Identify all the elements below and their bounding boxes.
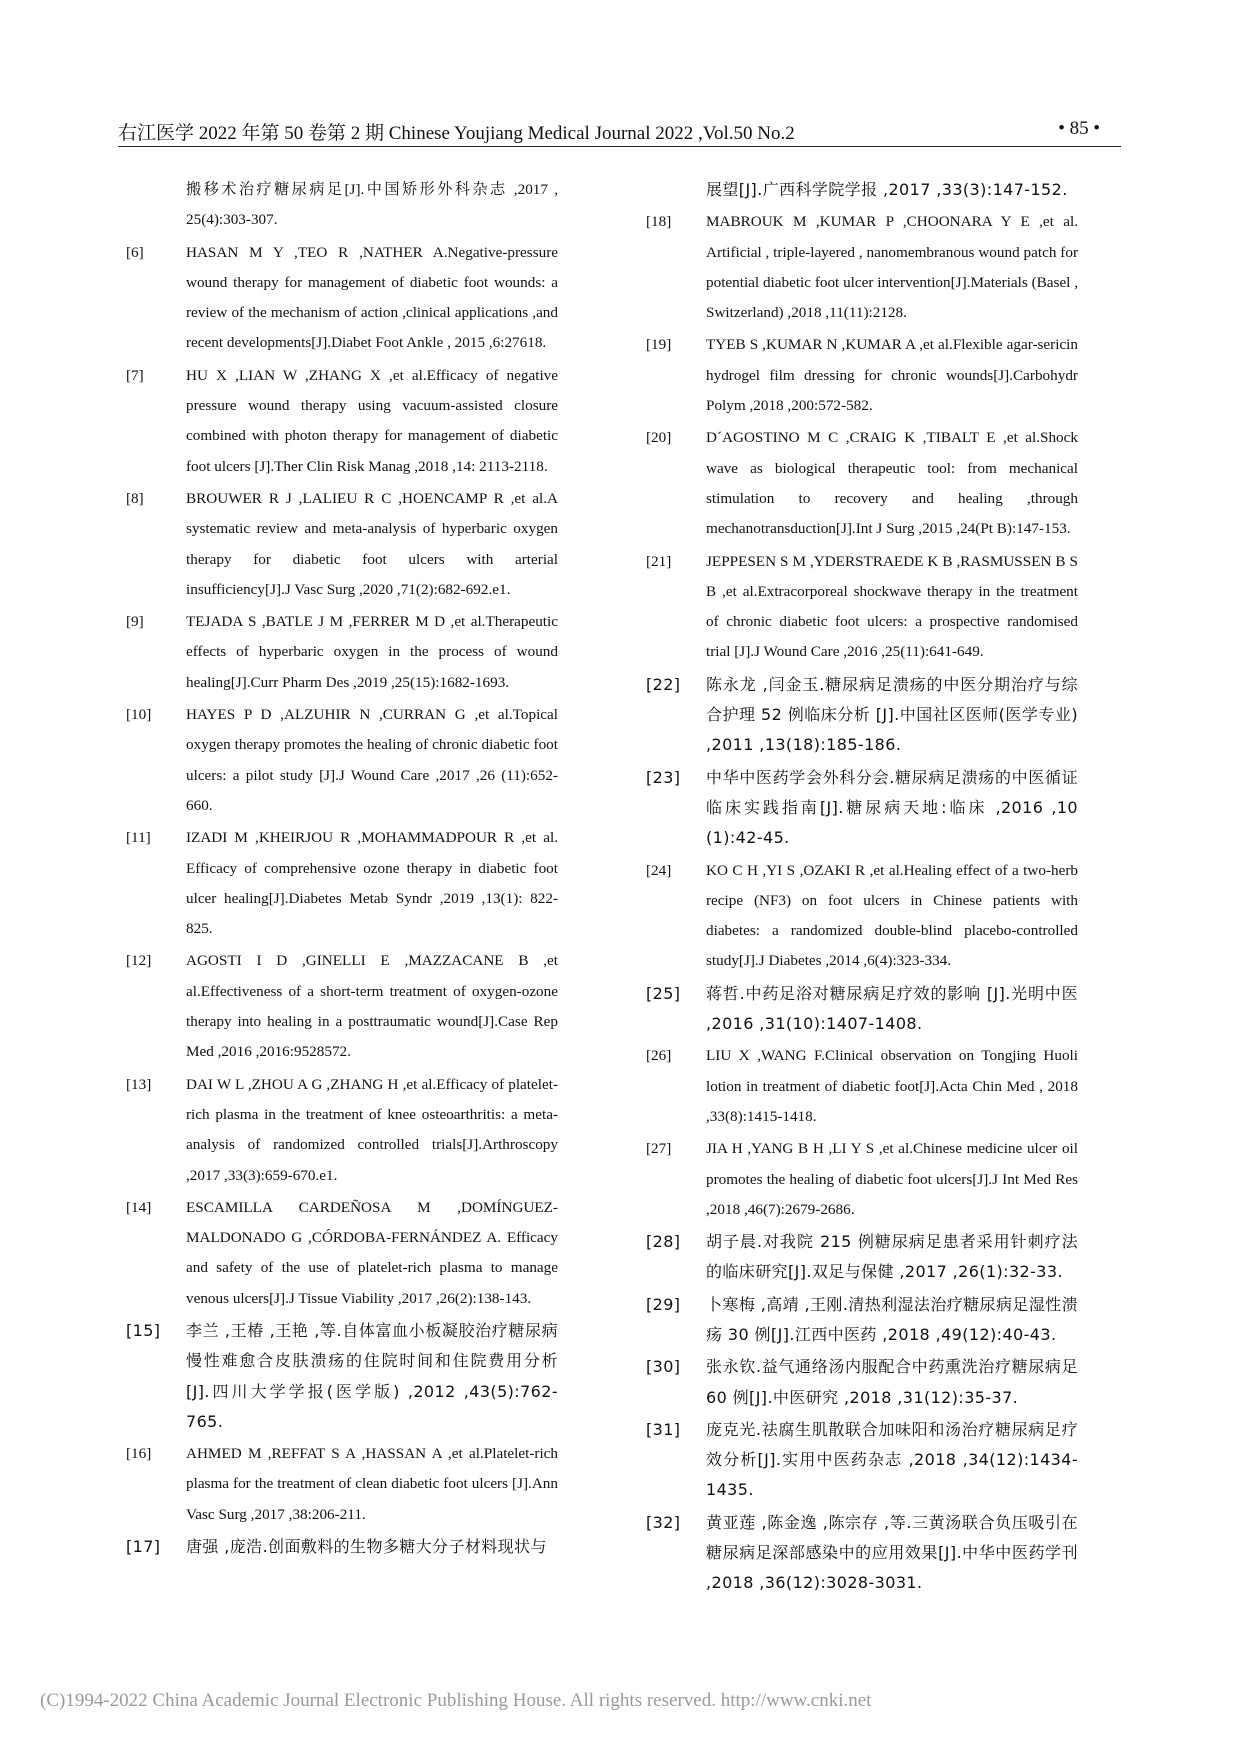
reference-text: HAYES P D ,ALZUHIR N ,CURRAN G ,et al.Topical oxygen therapy promotes the healing of chronic diabetic foot ulcers: a pilot study [J].J Wound Care ,2017 ,26 (11):652-660. <box>186 706 558 814</box>
reference-entry <box>126 946 558 1067</box>
reference-number: [27] <box>646 1140 672 1158</box>
reference-entry <box>646 1415 1078 1506</box>
reference-text: ESCAMILLA CARDEÑOSA M ,DOMÍNGUEZ-MALDONADO G ,CÓRDOBA-FERNÁNDEZ A. Efficacy and safety of the use of platelet-rich plasma to manage venous ulcers[J].J Tissue Viability ,2017 ,26(2):138-143. <box>186 1198 558 1307</box>
reference-entry <box>126 1316 558 1437</box>
reference-entry <box>646 423 1078 544</box>
reference-text: IZADI M ,KHEIRJOU R ,MOHAMMADPOUR R ,et al. Efficacy of comprehensive ozone therapy in diabetic foot ulcer healing[J].Diabetes Metab Syndr ,2019 ,13(1): 822-825. <box>186 829 558 938</box>
reference-number: [11] <box>126 829 151 847</box>
reference-number: [8] <box>126 489 144 507</box>
reference-entry <box>646 670 1078 761</box>
reference-entry <box>646 1134 1078 1225</box>
running-header <box>118 118 1118 148</box>
reference-number: [14] <box>126 1198 152 1216</box>
reference-text: HASAN M Y ,TEO R ,NATHER A.Negative-pressure wound therapy for management of diabetic foot wounds: a review of the mechanism of action ,clinical applications ,and recent developments[J].Diabet Foot Ankle , 2015 ,6:27618. <box>186 243 558 352</box>
reference-text: 胡子晨.对我院 215 例糖尿病足患者采用针刺疗法的临床研究[J].双足与保健 ,2017 ,26(1):32-33. <box>706 1232 1078 1282</box>
reference-entry <box>646 1227 1078 1288</box>
reference-number: [16] <box>126 1445 152 1463</box>
reference-entry <box>126 1439 558 1530</box>
reference-entry <box>126 1193 558 1314</box>
reference-text: D´AGOSTINO M C ,CRAIG K ,TIBALT E ,et al.Shock wave as biological therapeutic tool: from mechanical stimulation to recovery and healing ,through mechanotransduction[J].Int J Surg ,2015 ,24(Pt B):147-153. <box>706 429 1078 538</box>
reference-entry <box>126 1532 558 1562</box>
reference-text: DAI W L ,ZHOU A G ,ZHANG H ,et al.Efficacy of platelet-rich plasma in the treatment of knee osteoarthritis: a meta-analysis of randomized controlled trials[J].Arthroscopy ,2017 ,33(3):659-670.e1. <box>186 1075 558 1184</box>
reference-text: KO C H ,YI S ,OZAKI R ,et al.Healing effect of a two-herb recipe (NF3) on foot ulcers in Chinese patients with diabetes: a randomized double-blind placebo-controlled study[J].J Diabetes ,2014 ,6(4):323-334. <box>706 861 1078 970</box>
reference-entry <box>646 1290 1078 1351</box>
right-column <box>646 175 1078 1601</box>
reference-entry <box>126 1070 558 1191</box>
reference-text: HU X ,LIAN W ,ZHANG X ,et al.Efficacy of negative pressure wound therapy using vacuum-assisted closure combined with photon therapy for management of diabetic foot ulcers [J].Ther Clin Risk Manag ,2018 ,14: 2113-2118. <box>186 366 558 475</box>
reference-number: [9] <box>126 613 144 631</box>
reference-text: AHMED M ,REFFAT S A ,HASSAN A ,et al.Platelet-rich plasma for the treatment of clean diabetic foot ulcers [J].Ann Vasc Surg ,2017 ,38:206-211. <box>186 1445 558 1523</box>
reference-entry <box>126 607 558 698</box>
reference-text: 搬移术治疗糖尿病足[J].中国矫形外科杂志 ,2017 , 25(4):303-307. <box>186 181 558 229</box>
reference-number: [31] <box>646 1419 681 1439</box>
reference-entry <box>646 207 1078 328</box>
reference-number: [20] <box>646 429 672 447</box>
reference-text: 展望[J].广西科学院学报 ,2017 ,33(3):147-152. <box>706 180 1068 199</box>
reference-text: 李兰 ,王椿 ,王艳 ,等.自体富血小板凝胶治疗糖尿病慢性难愈合皮肤溃疡的住院时间和住院费用分析 [J].四川大学学报(医学版) ,2012 ,43(5):762-765. <box>186 1320 558 1431</box>
reference-continuation <box>646 175 1078 205</box>
reference-text: TYEB S ,KUMAR N ,KUMAR A ,et al.Flexible agar-sericin hydrogel film dressing for chronic wounds[J].Carbohydr Polym ,2018 ,200:572-582. <box>706 336 1078 415</box>
reference-text: 张永钦.益气通络汤内服配合中药熏洗治疗糖尿病足 60 例[J].中医研究 ,2018 ,31(12):35-37. <box>706 1357 1078 1407</box>
reference-text: MABROUK M ,KUMAR P ,CHOONARA Y E ,et al. Artificial , triple-layered , nanomembranous wound patch for potential diabetic foot ulcer intervention[J].Materials (Basel , Switzerland) ,2018 ,11(11):2128. <box>706 213 1078 322</box>
reference-number: [29] <box>646 1294 681 1314</box>
reference-entry <box>126 238 558 359</box>
page-number: • 85 • <box>1058 118 1100 139</box>
reference-number: [28] <box>646 1232 681 1252</box>
reference-entry <box>646 1041 1078 1132</box>
reference-number: [12] <box>126 952 152 970</box>
reference-entry <box>646 856 1078 977</box>
reference-text: 唐强 ,庞浩.创面敷料的生物多糖大分子材料现状与 <box>186 1537 547 1557</box>
reference-entry <box>646 547 1078 668</box>
reference-number: [10] <box>126 706 152 724</box>
reference-number: [6] <box>126 243 144 261</box>
reference-number: [30] <box>646 1357 681 1377</box>
reference-text: LIU X ,WANG F.Clinical observation on Tongjing Huoli lotion in treatment of diabetic foot[J].Acta Chin Med , 2018 ,33(8):1415-1418. <box>706 1047 1078 1125</box>
reference-entry <box>646 763 1078 854</box>
reference-text: TEJADA S ,BATLE J M ,FERRER M D ,et al.Therapeutic effects of hyperbaric oxygen in the process of wound healing[J].Curr Pharm Des ,2019 ,25(15):1682-1693. <box>186 613 558 691</box>
reference-number: [13] <box>126 1075 152 1093</box>
reference-entry <box>646 1508 1078 1599</box>
reference-number: [32] <box>646 1512 681 1532</box>
reference-number: [26] <box>646 1047 672 1065</box>
copyright-footer: (C)1994-2022 China Academic Journal Electronic Publishing House. All rights reserved. http://www.cnki.net <box>40 1690 872 1711</box>
reference-text: AGOSTI I D ,GINELLI E ,MAZZACANE B ,et al.Effectiveness of a short-term treatment of oxygen-ozone therapy into healing in a posttraumatic wound[J].Case Rep Med ,2016 ,2016:9528572. <box>186 952 558 1061</box>
reference-text: 庞克光.祛腐生肌散联合加味阳和汤治疗糖尿病足疗效分析[J].实用中医药杂志 ,2018 ,34(12):1434-1435. <box>706 1419 1078 1500</box>
reference-entry <box>126 361 558 482</box>
reference-text: 中华中医药学会外科分会.糖尿病足溃疡的中医循证临床实践指南[J].糖尿病天地:临床 ,2016 ,10 (1):42-45. <box>706 767 1078 848</box>
reference-number: [7] <box>126 366 144 384</box>
left-column <box>126 175 558 1564</box>
reference-text: BROUWER R J ,LALIEU R C ,HOENCAMP R ,et al.A systematic review and meta-analysis of hyperbaric oxygen therapy for diabetic foot ulcers with arterial insufficiency[J].J Vasc Surg ,2020 ,71(2):682-692.e1. <box>186 489 558 598</box>
reference-entry <box>646 330 1078 421</box>
reference-entry <box>126 700 558 821</box>
reference-number: [24] <box>646 861 672 879</box>
journal-header: 右江医学 2022 年第 50 卷第 2 期 Chinese Youjiang Medical Journal 2022 ,Vol.50 No.2 <box>118 123 795 144</box>
reference-number: [19] <box>646 336 672 354</box>
reference-number: [25] <box>646 983 681 1003</box>
reference-entry <box>646 979 1078 1040</box>
reference-text: 卜寒梅 ,高靖 ,王刚.清热利湿法治疗糖尿病足湿性溃疡 30 例[J].江西中医药 ,2018 ,49(12):40-43. <box>706 1294 1078 1344</box>
reference-entry <box>646 1352 1078 1413</box>
reference-text: 陈永龙 ,闫金玉.糖尿病足溃疡的中医分期治疗与综合护理 52 例临床分析 [J].中国社区医师(医学专业) ,2011 ,13(18):185-186. <box>706 674 1078 755</box>
reference-text: 黄亚莲 ,陈金逸 ,陈宗存 ,等.三黄汤联合负压吸引在糖尿病足深部感染中的应用效果[J].中华中医药学刊 ,2018 ,36(12):3028-3031. <box>706 1512 1078 1593</box>
reference-number: [23] <box>646 767 681 787</box>
reference-number: [17] <box>126 1537 161 1557</box>
reference-text: 蒋哲.中药足浴对糖尿病足疗效的影响 [J].光明中医 ,2016 ,31(10):1407-1408. <box>706 983 1078 1034</box>
reference-number: [15] <box>126 1320 161 1340</box>
reference-entry <box>126 484 558 605</box>
reference-number: [21] <box>646 552 672 570</box>
reference-continuation <box>126 175 558 236</box>
reference-number: [18] <box>646 213 672 231</box>
reference-entry <box>126 823 558 944</box>
reference-text: JIA H ,YANG B H ,LI Y S ,et al.Chinese medicine ulcer oil promotes the healing of diabetic foot ulcers[J].J Int Med Res ,2018 ,46(7):2679-2686. <box>706 1140 1078 1218</box>
reference-text: JEPPESEN S M ,YDERSTRAEDE K B ,RASMUSSEN B S B ,et al.Extracorporeal shockwave therapy in the treatment of chronic diabetic foot ulcers: a prospective randomised trial [J].J Wound Care ,2016 ,25(11):641-649. <box>706 552 1078 661</box>
header-rule <box>118 146 1121 147</box>
reference-number: [22] <box>646 674 681 694</box>
